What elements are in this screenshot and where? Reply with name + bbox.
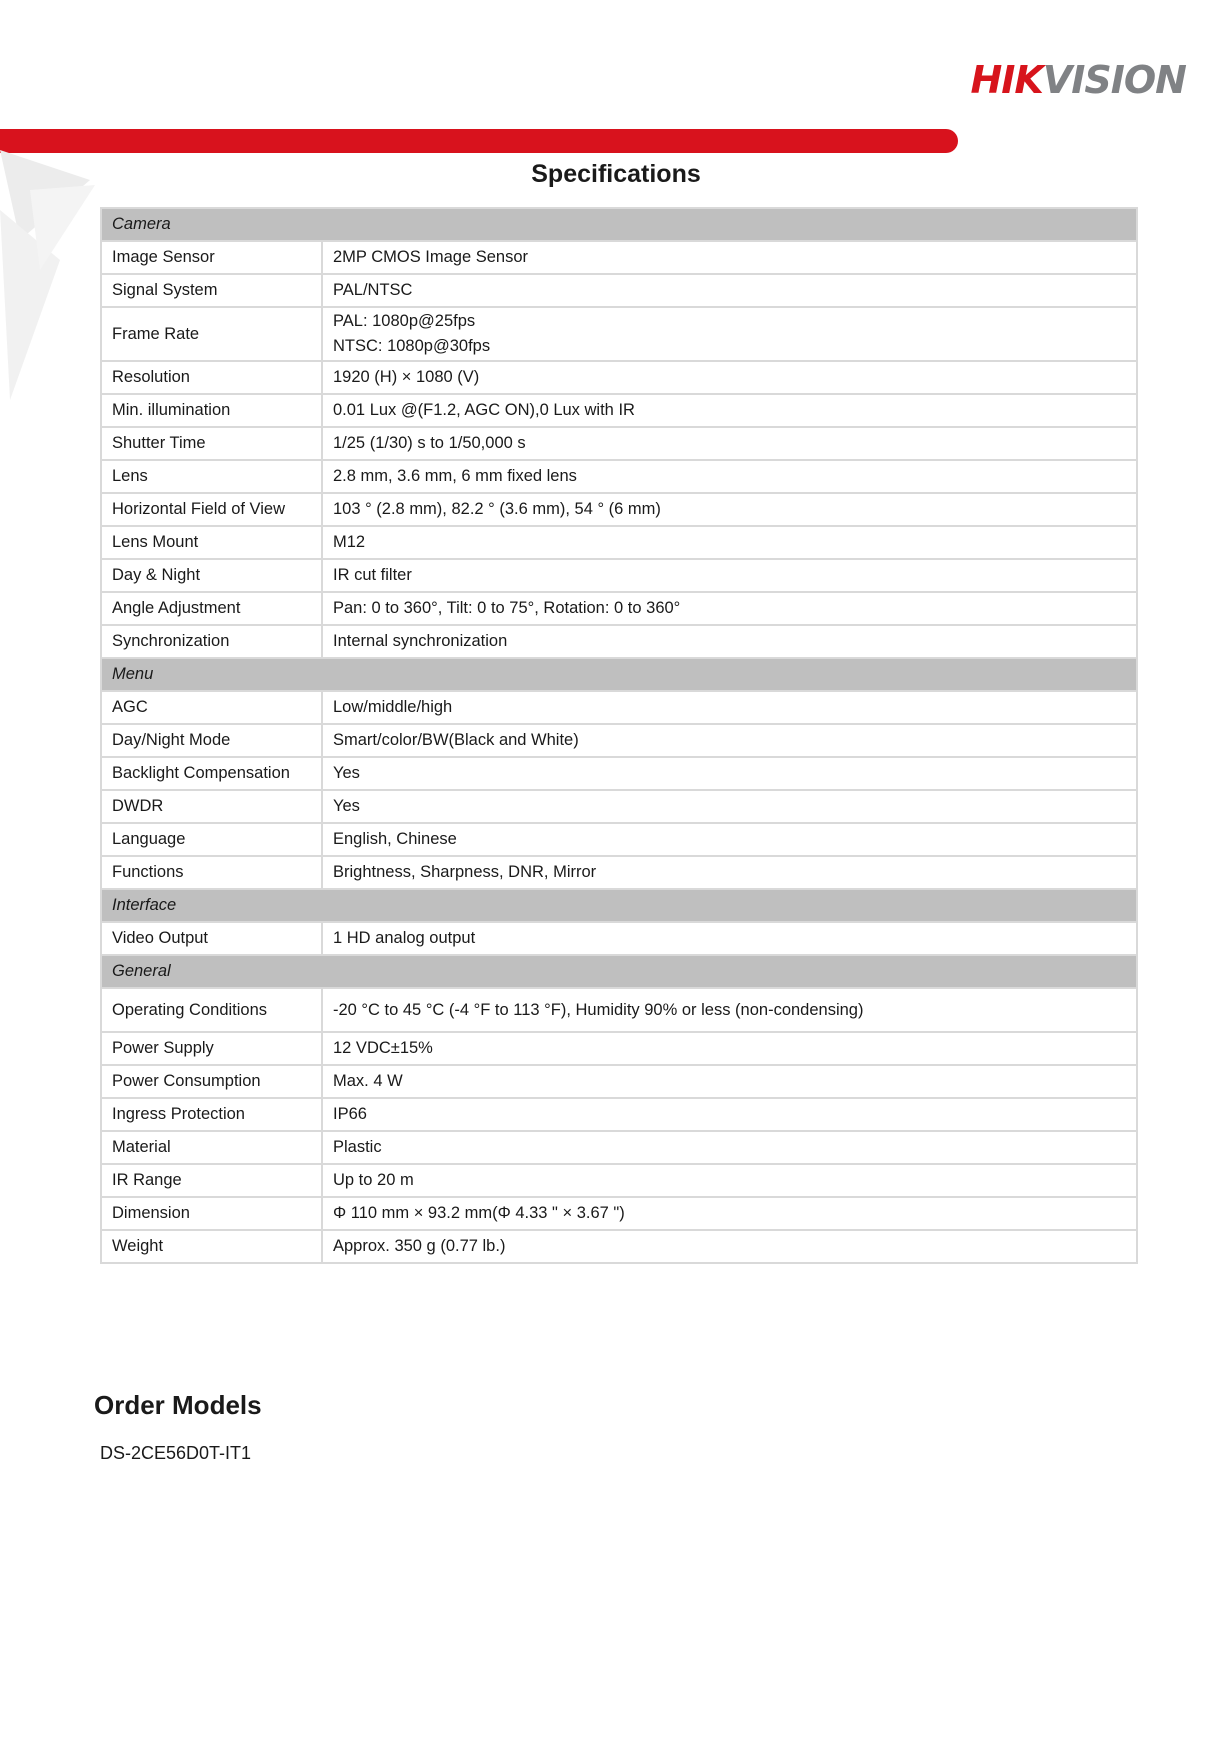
specifications-table [100, 207, 1138, 1264]
page-title: Specifications [531, 160, 701, 188]
spec-key: Synchronization [101, 625, 322, 658]
section-title: Menu [101, 658, 1137, 691]
spec-key: Horizontal Field of View [101, 493, 322, 526]
spec-key: Signal System [101, 274, 322, 307]
spec-key: AGC [101, 691, 322, 724]
spec-key: Language [101, 823, 322, 856]
table-row [101, 274, 1137, 307]
spec-key: Material [101, 1131, 322, 1164]
table-row [101, 1197, 1137, 1230]
spec-value: 103 ° (2.8 mm), 82.2 ° (3.6 mm), 54 ° (6 mm) [322, 493, 1137, 526]
spec-value: Yes [322, 757, 1137, 790]
spec-key: Lens Mount [101, 526, 322, 559]
spec-value: 1/25 (1/30) s to 1/50,000 s [322, 427, 1137, 460]
spec-value: Low/middle/high [322, 691, 1137, 724]
table-row [101, 625, 1137, 658]
table-row [101, 559, 1137, 592]
spec-key: Ingress Protection [101, 1098, 322, 1131]
section-header [101, 658, 1137, 691]
spec-value-multi [322, 307, 1137, 361]
table-row [101, 1230, 1137, 1263]
table-row [101, 922, 1137, 955]
spec-value-line: PAL: 1080p@25fps [333, 312, 476, 330]
spec-value: M12 [322, 526, 1137, 559]
spec-value: Approx. 350 g (0.77 lb.) [322, 1230, 1137, 1263]
table-row [101, 1065, 1137, 1098]
header-red-bar [0, 129, 958, 153]
spec-value: Max. 4 W [322, 1065, 1137, 1098]
table-row [101, 790, 1137, 823]
spec-key: Weight [101, 1230, 322, 1263]
spec-key: Functions [101, 856, 322, 889]
spec-key: Frame Rate [101, 307, 322, 361]
spec-value: Φ 110 mm × 93.2 mm(Φ 4.33 " × 3.67 ") [322, 1197, 1137, 1230]
section-header [101, 208, 1137, 241]
section-header [101, 889, 1137, 922]
spec-key: Day & Night [101, 559, 322, 592]
table-row [101, 757, 1137, 790]
spec-value: Brightness, Sharpness, DNR, Mirror [322, 856, 1137, 889]
spec-value: IP66 [322, 1098, 1137, 1131]
table-row [101, 307, 1137, 361]
spec-value: Pan: 0 to 360°, Tilt: 0 to 75°, Rotation: 0 to 360° [322, 592, 1137, 625]
table-row [101, 724, 1137, 757]
spec-key: Dimension [101, 1197, 322, 1230]
spec-key: Power Consumption [101, 1065, 322, 1098]
section-title: Interface [101, 889, 1137, 922]
spec-key: DWDR [101, 790, 322, 823]
table-row [101, 592, 1137, 625]
table-row [101, 1098, 1137, 1131]
section-header [101, 955, 1137, 988]
table-row [101, 394, 1137, 427]
table-row [101, 493, 1137, 526]
spec-value: Yes [322, 790, 1137, 823]
order-models-heading: Order Models [94, 1390, 262, 1420]
logo-part-red: HIK [970, 58, 1043, 102]
spec-key: Day/Night Mode [101, 724, 322, 757]
spec-value: 0.01 Lux @(F1.2, AGC ON),0 Lux with IR [322, 394, 1137, 427]
hikvision-logo [970, 58, 1186, 102]
spec-value: IR cut filter [322, 559, 1137, 592]
spec-value: 12 VDC±15% [322, 1032, 1137, 1065]
table-row [101, 823, 1137, 856]
spec-key: Video Output [101, 922, 322, 955]
spec-key: Backlight Compensation [101, 757, 322, 790]
spec-value-line: NTSC: 1080p@30fps [333, 337, 491, 355]
table-row [101, 1032, 1137, 1065]
spec-value: Plastic [322, 1131, 1137, 1164]
spec-value: 2MP CMOS Image Sensor [322, 241, 1137, 274]
spec-value: 2.8 mm, 3.6 mm, 6 mm fixed lens [322, 460, 1137, 493]
spec-value: Up to 20 m [322, 1164, 1137, 1197]
spec-key: Angle Adjustment [101, 592, 322, 625]
spec-key: Image Sensor [101, 241, 322, 274]
order-model-number: DS-2CE56D0T-IT1 [100, 1443, 252, 1463]
table-row [101, 1131, 1137, 1164]
spec-value: English, Chinese [322, 823, 1137, 856]
table-row [101, 526, 1137, 559]
spec-key: Lens [101, 460, 322, 493]
table-row [101, 1164, 1137, 1197]
spec-key: Shutter Time [101, 427, 322, 460]
table-row [101, 460, 1137, 493]
spec-value: PAL/NTSC [322, 274, 1137, 307]
spec-key: Min. illumination [101, 394, 322, 427]
table-row [101, 856, 1137, 889]
table-row [101, 241, 1137, 274]
table-row [101, 988, 1137, 1032]
spec-value: 1 HD analog output [322, 922, 1137, 955]
section-title: Camera [101, 208, 1137, 241]
spec-value: Smart/color/BW(Black and White) [322, 724, 1137, 757]
table-row [101, 361, 1137, 394]
spec-key: Resolution [101, 361, 322, 394]
spec-key: IR Range [101, 1164, 322, 1197]
logo-part-gray: VISION [1042, 58, 1186, 102]
spec-key: Operating Conditions [101, 988, 322, 1032]
section-title: General [101, 955, 1137, 988]
spec-value: Internal synchronization [322, 625, 1137, 658]
spec-value: -20 °C to 45 °C (-4 °F to 113 °F), Humidity 90% or less (non-condensing) [322, 988, 1137, 1032]
spec-key: Power Supply [101, 1032, 322, 1065]
spec-value: 1920 (H) × 1080 (V) [322, 361, 1137, 394]
table-row [101, 691, 1137, 724]
table-row [101, 427, 1137, 460]
